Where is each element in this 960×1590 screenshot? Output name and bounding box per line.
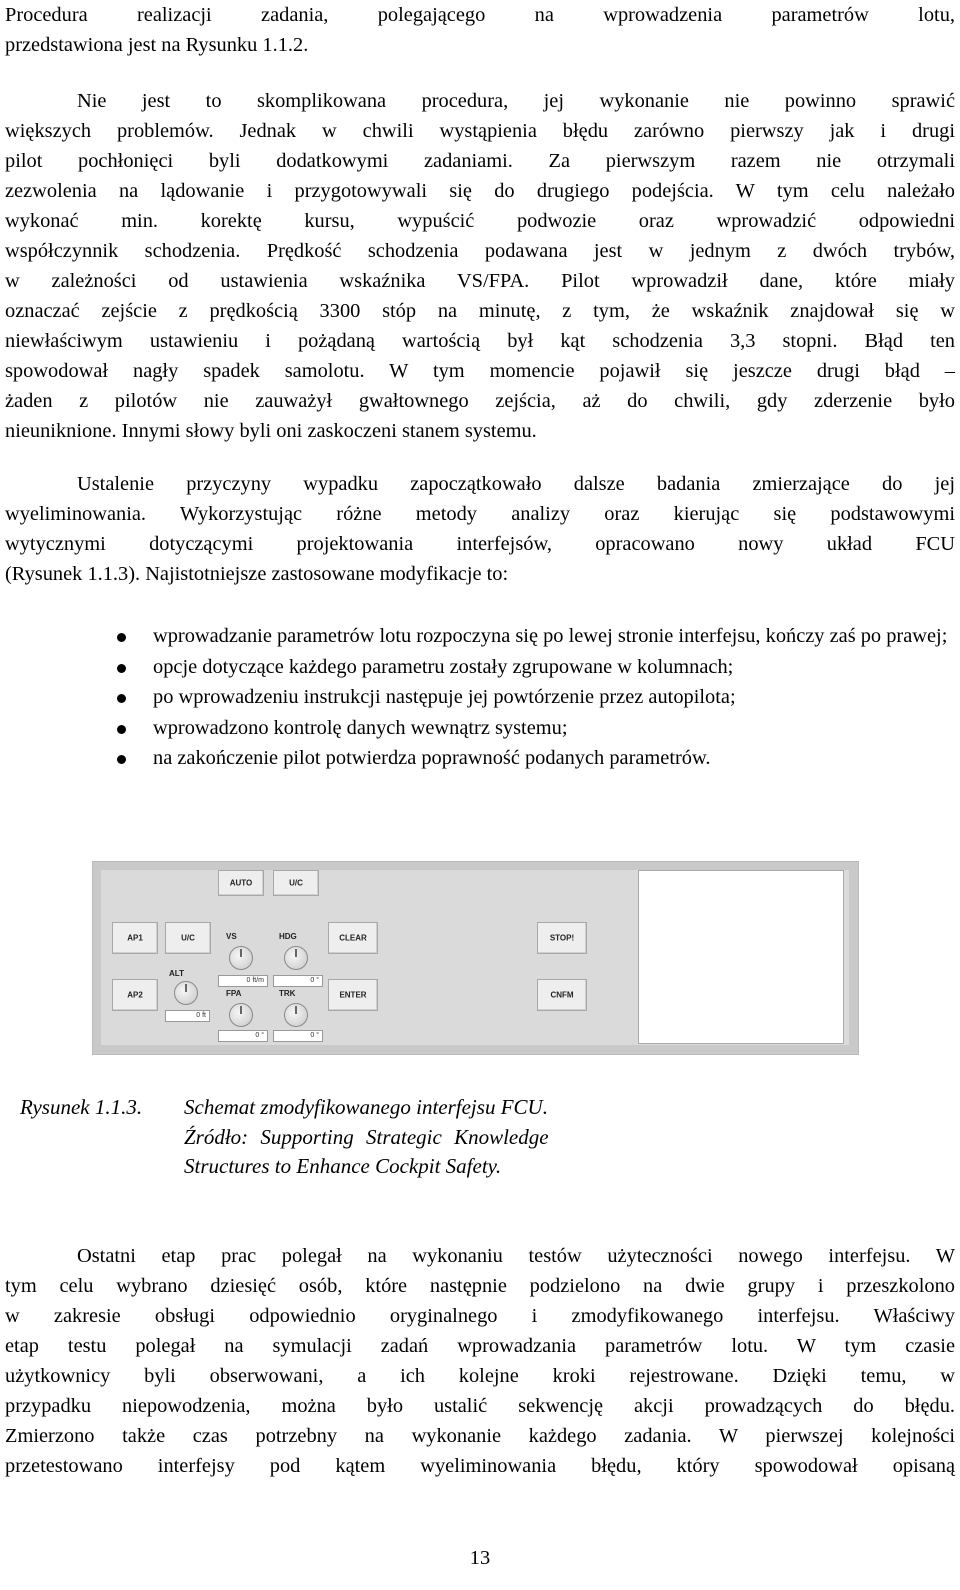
list-item-text: opcje dotyczące każdego parametru zostały zgrupowane w kolumnach;: [153, 655, 734, 678]
list-item: [113, 713, 953, 744]
hdg-label: HDG: [279, 932, 297, 941]
caption-text: [184, 1093, 634, 1182]
bullet-icon: [117, 664, 126, 673]
ap1-button: AP1: [112, 922, 158, 954]
list-item: [113, 621, 953, 652]
text-line: współczynnik schodzenia. Prędkość schodzenia podawana jest w jednym z dwóch trybów,: [5, 240, 955, 262]
trk-readout: 0 °: [273, 1030, 323, 1042]
text-line: niewłaściwym ustawieniu i pożądaną wartością był kąt schodzenia 3,3 stopni. Błąd ten: [5, 330, 955, 352]
alt-knob-icon: [174, 981, 198, 1005]
text-line: przetestowano interfejsy pod kątem wyeliminowania błędu, który spowodował opisaną: [5, 1455, 955, 1477]
paragraph-intro: [5, 0, 955, 60]
list-item-text: wprowadzono kontrolę danych wewnątrz systemu;: [153, 716, 568, 739]
bullet-icon: [117, 694, 126, 703]
uic-top-button: U/C: [273, 870, 319, 896]
enter-button: ENTER: [328, 979, 378, 1011]
fcu-figure: [92, 861, 859, 1055]
fpa-knob-icon: [229, 1003, 253, 1027]
fcu-panel: [101, 870, 849, 1045]
ap2-button: AP2: [112, 979, 158, 1011]
bullet-icon: [117, 725, 126, 734]
clear-button: CLEAR: [328, 922, 378, 954]
text-line: żaden z pilotów nie zauważył gwałtownego zejścia, aż do chwili, gdy zderzenie było: [5, 390, 955, 412]
paragraph-usability-tests: [5, 1241, 955, 1481]
auto-button: AUTO: [218, 870, 264, 896]
list-item: [113, 652, 953, 683]
list-item: [113, 743, 953, 774]
text-line: pilot pochłonięci byli dodatkowymi zadaniami. Za pierwszym razem nie otrzymali: [5, 150, 955, 172]
text-line: Zmierzono także czas potrzebny na wykonanie każdego zadania. W pierwszej kolejności: [5, 1425, 955, 1447]
text-line: wykonać min. korektę kursu, wypuścić podwozie oraz wprowadzić odpowiedni: [5, 210, 955, 232]
caption-source-line: Źródło: Supporting Strategic Knowledge: [184, 1124, 549, 1149]
text-line: Ustalenie przyczyny wypadku zapoczątkowało dalsze badania zmierzające do jej: [77, 473, 955, 495]
paragraph-modifications: [5, 469, 955, 589]
text-line: etap testu polegał na symulacji zadań wprowadzania parametrów lotu. W tym czasie: [5, 1335, 955, 1357]
vs-readout: 0 ft/m: [218, 975, 268, 987]
list-item-text: wprowadzanie parametrów lotu rozpoczyna się po lewej stronie interfejsu, kończy zaś po prawej;: [153, 625, 948, 647]
text-line: Ostatni etap prac polegał na wykonaniu testów użyteczności nowego interfejsu. W: [77, 1245, 955, 1267]
alt-readout: 0 ft: [165, 1010, 210, 1022]
page-number: 13: [469, 1547, 491, 1569]
caption-number: Rysunek 1.1.3.: [20, 1095, 143, 1119]
text-line: większych problemów. Jednak w chwili wystąpienia błędu zarówno pierwszy jak i drugi: [5, 120, 955, 142]
fpa-label: FPA: [226, 989, 242, 998]
text-line: przypadku niepowodzenia, można było ustalić sekwencję akcji prowadzących do błędu.: [5, 1395, 955, 1417]
list-item: [113, 682, 953, 713]
modifications-list: [113, 621, 953, 774]
alt-label: ALT: [169, 969, 184, 978]
text-line: oznaczać zejście z prędkością 3300 stóp na minutę, z tym, że wskaźnik znajdował się w: [5, 300, 955, 322]
hdg-readout: 0 °: [273, 975, 323, 987]
text-line: przedstawiona jest na Rysunku 1.1.2.: [5, 34, 309, 56]
display-screen: [638, 870, 844, 1044]
list-item-text: na zakończenie pilot potwierdza poprawność podanych parametrów.: [153, 747, 711, 769]
text-line: zezwolenia na lądowanie i przygotowywali się do drugiego podejścia. W tym celu należało: [5, 180, 955, 202]
bullet-icon: [117, 755, 126, 764]
text-line: (Rysunek 1.1.3). Najistotniejsze zastosowane modyfikacje to:: [5, 563, 509, 585]
list-item-text: po wprowadzeniu instrukcji następuje jej powtórzenie przez autopilota;: [153, 686, 736, 708]
stop-button: STOP!: [537, 922, 587, 954]
bullet-icon: [117, 633, 126, 642]
caption-title: Schemat zmodyfikowanego interfejsu FCU.: [184, 1095, 548, 1119]
uic-left-button: U/C: [165, 922, 211, 954]
hdg-knob-icon: [284, 946, 308, 970]
text-line: wyeliminowania. Wykorzystując różne metody analizy oraz kierując się podstawowymi: [5, 503, 955, 525]
caption-source-line: Structures to Enhance Cockpit Safety.: [184, 1154, 502, 1178]
trk-label: TRK: [279, 989, 296, 998]
fpa-readout: 0 °: [218, 1030, 268, 1042]
text-line: tym celu wybrano dziesięć osób, które następnie podzielono na dwie grupy i przeszkolono: [5, 1275, 955, 1297]
text-line: nieuniknione. Innymi słowy byli oni zaskoczeni stanem systemu.: [5, 420, 537, 442]
text-line: Procedura realizacji zadania, polegającego na wprowadzenia parametrów lotu,: [5, 4, 955, 26]
text-line: w zakresie obsługi odpowiednio oryginalnego i zmodyfikowanego interfejsu. Właściwy: [5, 1305, 955, 1327]
text-line: w zależności od ustawienia wskaźnika VS/FPA. Pilot wprowadził dane, które miały: [5, 270, 955, 292]
text-line: wytycznymi dotyczącymi projektowania interfejsów, opracowano nowy układ FCU: [5, 533, 955, 555]
text-line: użytkownicy byli obserwowani, a ich kolejne kroki rejestrowane. Dzięki temu, w: [5, 1365, 955, 1387]
vs-label: VS: [226, 932, 237, 941]
trk-knob-icon: [284, 1003, 308, 1027]
text-line: Nie jest to skomplikowana procedura, jej wykonanie nie powinno sprawić: [77, 90, 955, 112]
cnfm-button: CNFM: [537, 979, 587, 1011]
text-line: spowodował nagły spadek samolotu. W tym momencie pojawił się jeszcze drugi błąd –: [5, 360, 955, 382]
paragraph-accident: [5, 86, 955, 446]
vs-knob-icon: [229, 946, 253, 970]
